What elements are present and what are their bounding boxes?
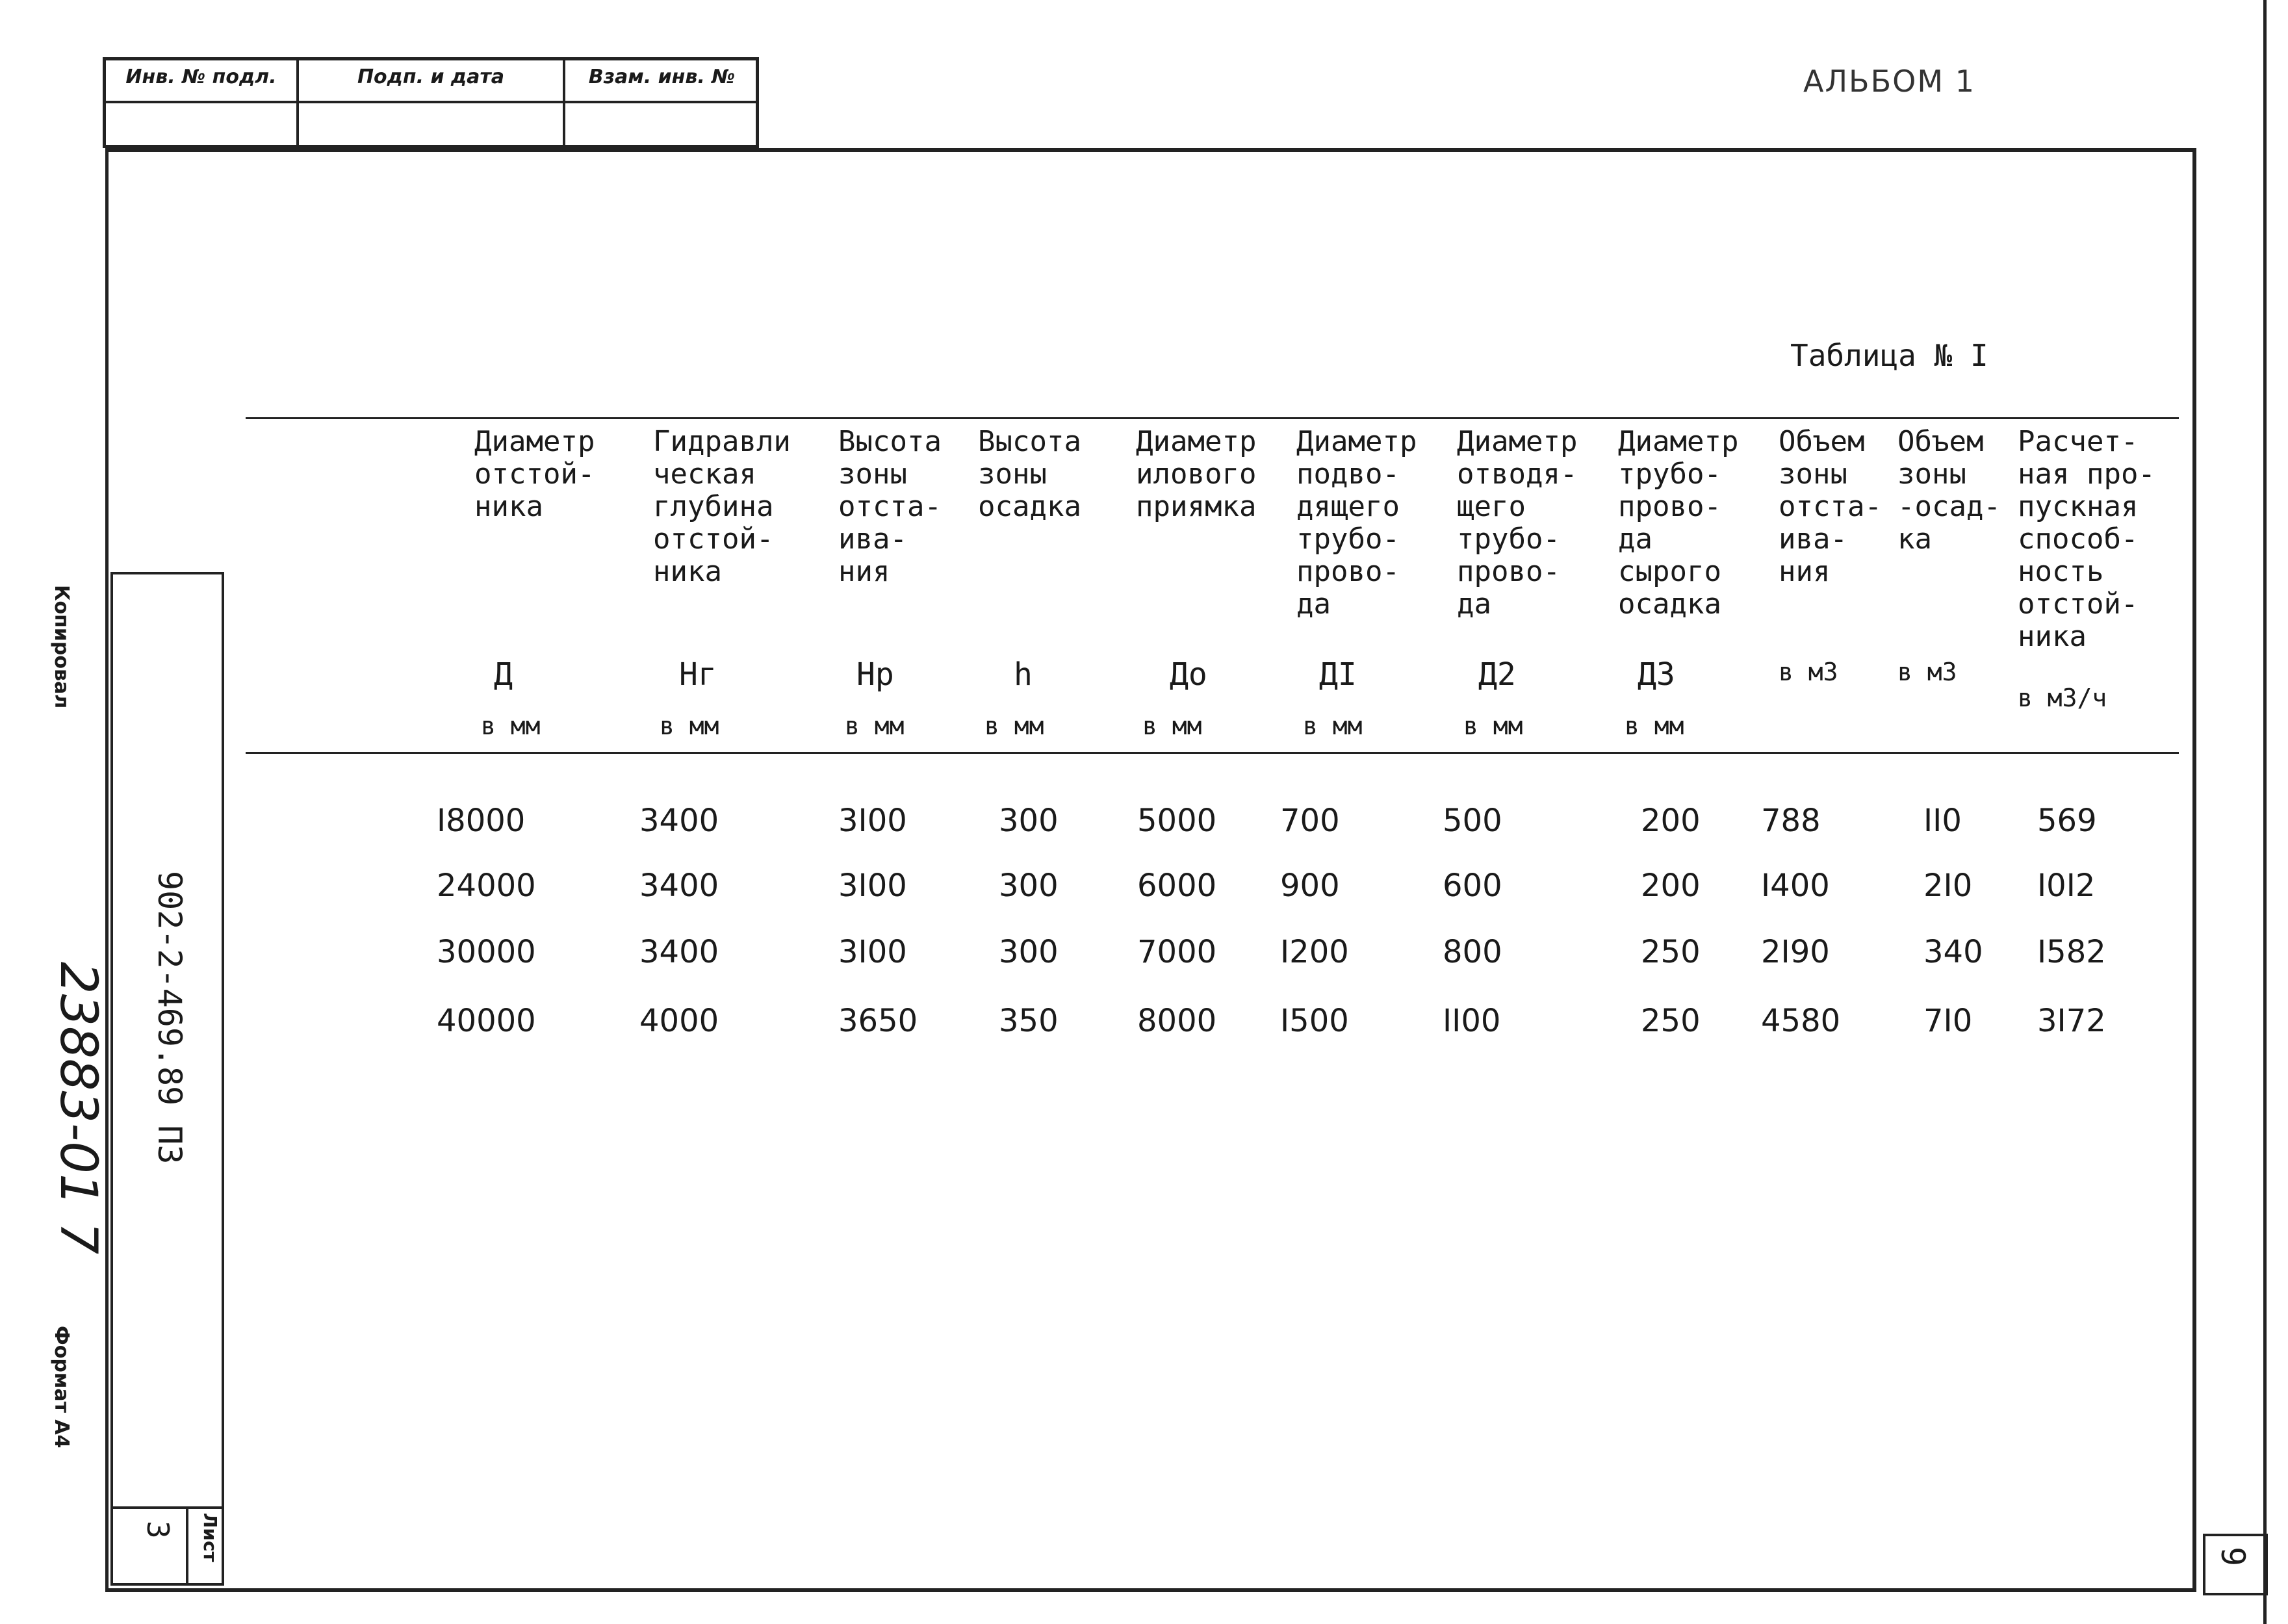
column-header: Высота зоны осадка xyxy=(978,425,1081,523)
table-cell: 900 xyxy=(1280,868,1340,904)
table-cell: I500 xyxy=(1280,1003,1349,1039)
table-cell: 4000 xyxy=(639,1003,719,1039)
column-unit: в мм xyxy=(984,712,1044,740)
table-cell: 500 xyxy=(1443,803,1502,839)
column-unit: в мм xyxy=(481,712,541,740)
table-cell: 300 xyxy=(999,868,1059,904)
column-header: Диаметр отстой- ника xyxy=(474,425,595,523)
table-cell: 700 xyxy=(1280,803,1340,839)
table-cell: 40000 xyxy=(437,1003,536,1039)
column-unit: в мм xyxy=(1303,712,1363,740)
table-cell: 340 xyxy=(1923,934,1983,970)
handwritten-number: 23883-01 7 xyxy=(49,962,107,1254)
page-edge xyxy=(2263,0,2267,1624)
table-cell: 250 xyxy=(1641,1003,1701,1039)
stamp-inv-label: Инв. № подл. xyxy=(125,66,277,88)
column-symbol: h xyxy=(1014,656,1033,693)
table-cell: 250 xyxy=(1641,934,1701,970)
column-header: Диаметр отводя- щего трубо- прово- да xyxy=(1457,425,1578,621)
column-unit: в мм xyxy=(845,712,905,740)
table-cell: I582 xyxy=(2037,934,2106,970)
table-cell: 3400 xyxy=(639,934,719,970)
stamp-divider xyxy=(106,60,756,103)
table-cell: 4580 xyxy=(1761,1003,1841,1039)
table-cell: 6000 xyxy=(1137,868,1217,904)
format-label: Формат А4 xyxy=(50,1326,73,1449)
column-symbol: Нг xyxy=(679,656,717,693)
stamp-replace-label: Взам. инв. № xyxy=(588,66,736,88)
table-cell: 3I00 xyxy=(838,868,907,904)
table-title: Таблица № I xyxy=(1790,338,1988,373)
table-cell: II0 xyxy=(1923,803,1962,839)
sheet-label: Лист xyxy=(199,1513,221,1562)
table-header-rule xyxy=(246,752,2179,754)
table-cell: 350 xyxy=(999,1003,1059,1039)
column-symbol: До xyxy=(1170,656,1207,693)
column-unit: в мм xyxy=(1625,712,1684,740)
column-unit: в мм xyxy=(1142,712,1202,740)
table-cell: I0I2 xyxy=(2037,868,2096,904)
page-number: 9 xyxy=(2214,1547,2252,1567)
column-header: Расчет- ная про- пускная способ- ность отстой- ника xyxy=(2018,425,2155,653)
column-header: Объем зоны -осад- ка xyxy=(1897,425,2001,556)
table-cell: 2I0 xyxy=(1923,868,1973,904)
column-header: Диаметр подво- дящего трубо- прово- да xyxy=(1296,425,1417,621)
table-cell: 3400 xyxy=(639,803,719,839)
table-cell: 300 xyxy=(999,934,1059,970)
table-cell: I400 xyxy=(1761,868,1830,904)
table-cell: 800 xyxy=(1443,934,1502,970)
table-cell: 3I00 xyxy=(838,803,907,839)
table-cell: 30000 xyxy=(437,934,536,970)
doc-code: 902-2-469.89 ПЗ xyxy=(151,871,188,1165)
table-cell: 3I00 xyxy=(838,934,907,970)
table-cell: I200 xyxy=(1280,934,1349,970)
sheet-box-divider xyxy=(186,1509,188,1583)
column-symbol: ДI xyxy=(1319,656,1357,693)
album-label: АЛЬБОМ 1 xyxy=(1803,64,1975,99)
table-cell: 200 xyxy=(1641,868,1701,904)
sheet-number: 3 xyxy=(140,1521,175,1539)
table-cell: 600 xyxy=(1443,868,1502,904)
column-unit: в м3 xyxy=(1897,658,1957,686)
table-cell: 3650 xyxy=(838,1003,918,1039)
table-cell: 3400 xyxy=(639,868,719,904)
stamp-sign-label: Подп. и дата xyxy=(357,66,505,88)
copied-label: Копировал xyxy=(50,585,73,709)
column-unit: в мм xyxy=(1463,712,1523,740)
column-symbol: Д2 xyxy=(1478,656,1516,693)
table-cell: 2I90 xyxy=(1761,934,1830,970)
table-cell: 24000 xyxy=(437,868,536,904)
approval-stamp xyxy=(103,57,759,148)
table-cell: 569 xyxy=(2037,803,2097,839)
table-cell: 7000 xyxy=(1137,934,1217,970)
column-symbol: Д xyxy=(494,656,513,693)
table-top-rule xyxy=(246,417,2179,419)
column-unit: в м3 xyxy=(1779,658,1838,686)
column-header: Диаметр илового приямка xyxy=(1136,425,1257,523)
table-cell: 300 xyxy=(999,803,1059,839)
table-cell: 3I72 xyxy=(2037,1003,2106,1039)
table-cell: 8000 xyxy=(1137,1003,1217,1039)
table-cell: 5000 xyxy=(1137,803,1217,839)
column-header: Объем зоны отста- ива- ния xyxy=(1779,425,1882,588)
column-unit: в м3/ч xyxy=(2018,684,2107,712)
column-symbol: Д3 xyxy=(1638,656,1675,693)
column-symbol: Нр xyxy=(856,656,894,693)
column-header: Высота зоны отста- ива- ния xyxy=(838,425,942,588)
table-cell: 200 xyxy=(1641,803,1701,839)
table-cell: 7I0 xyxy=(1923,1003,1973,1039)
table-cell: I8000 xyxy=(437,803,526,839)
table-cell: 788 xyxy=(1761,803,1821,839)
column-unit: в мм xyxy=(660,712,719,740)
table-cell: II00 xyxy=(1443,1003,1501,1039)
column-header: Диаметр трубо- прово- да сырого осадка xyxy=(1618,425,1739,621)
column-header: Гидравли ческая глубина отстой- ника xyxy=(653,425,791,588)
